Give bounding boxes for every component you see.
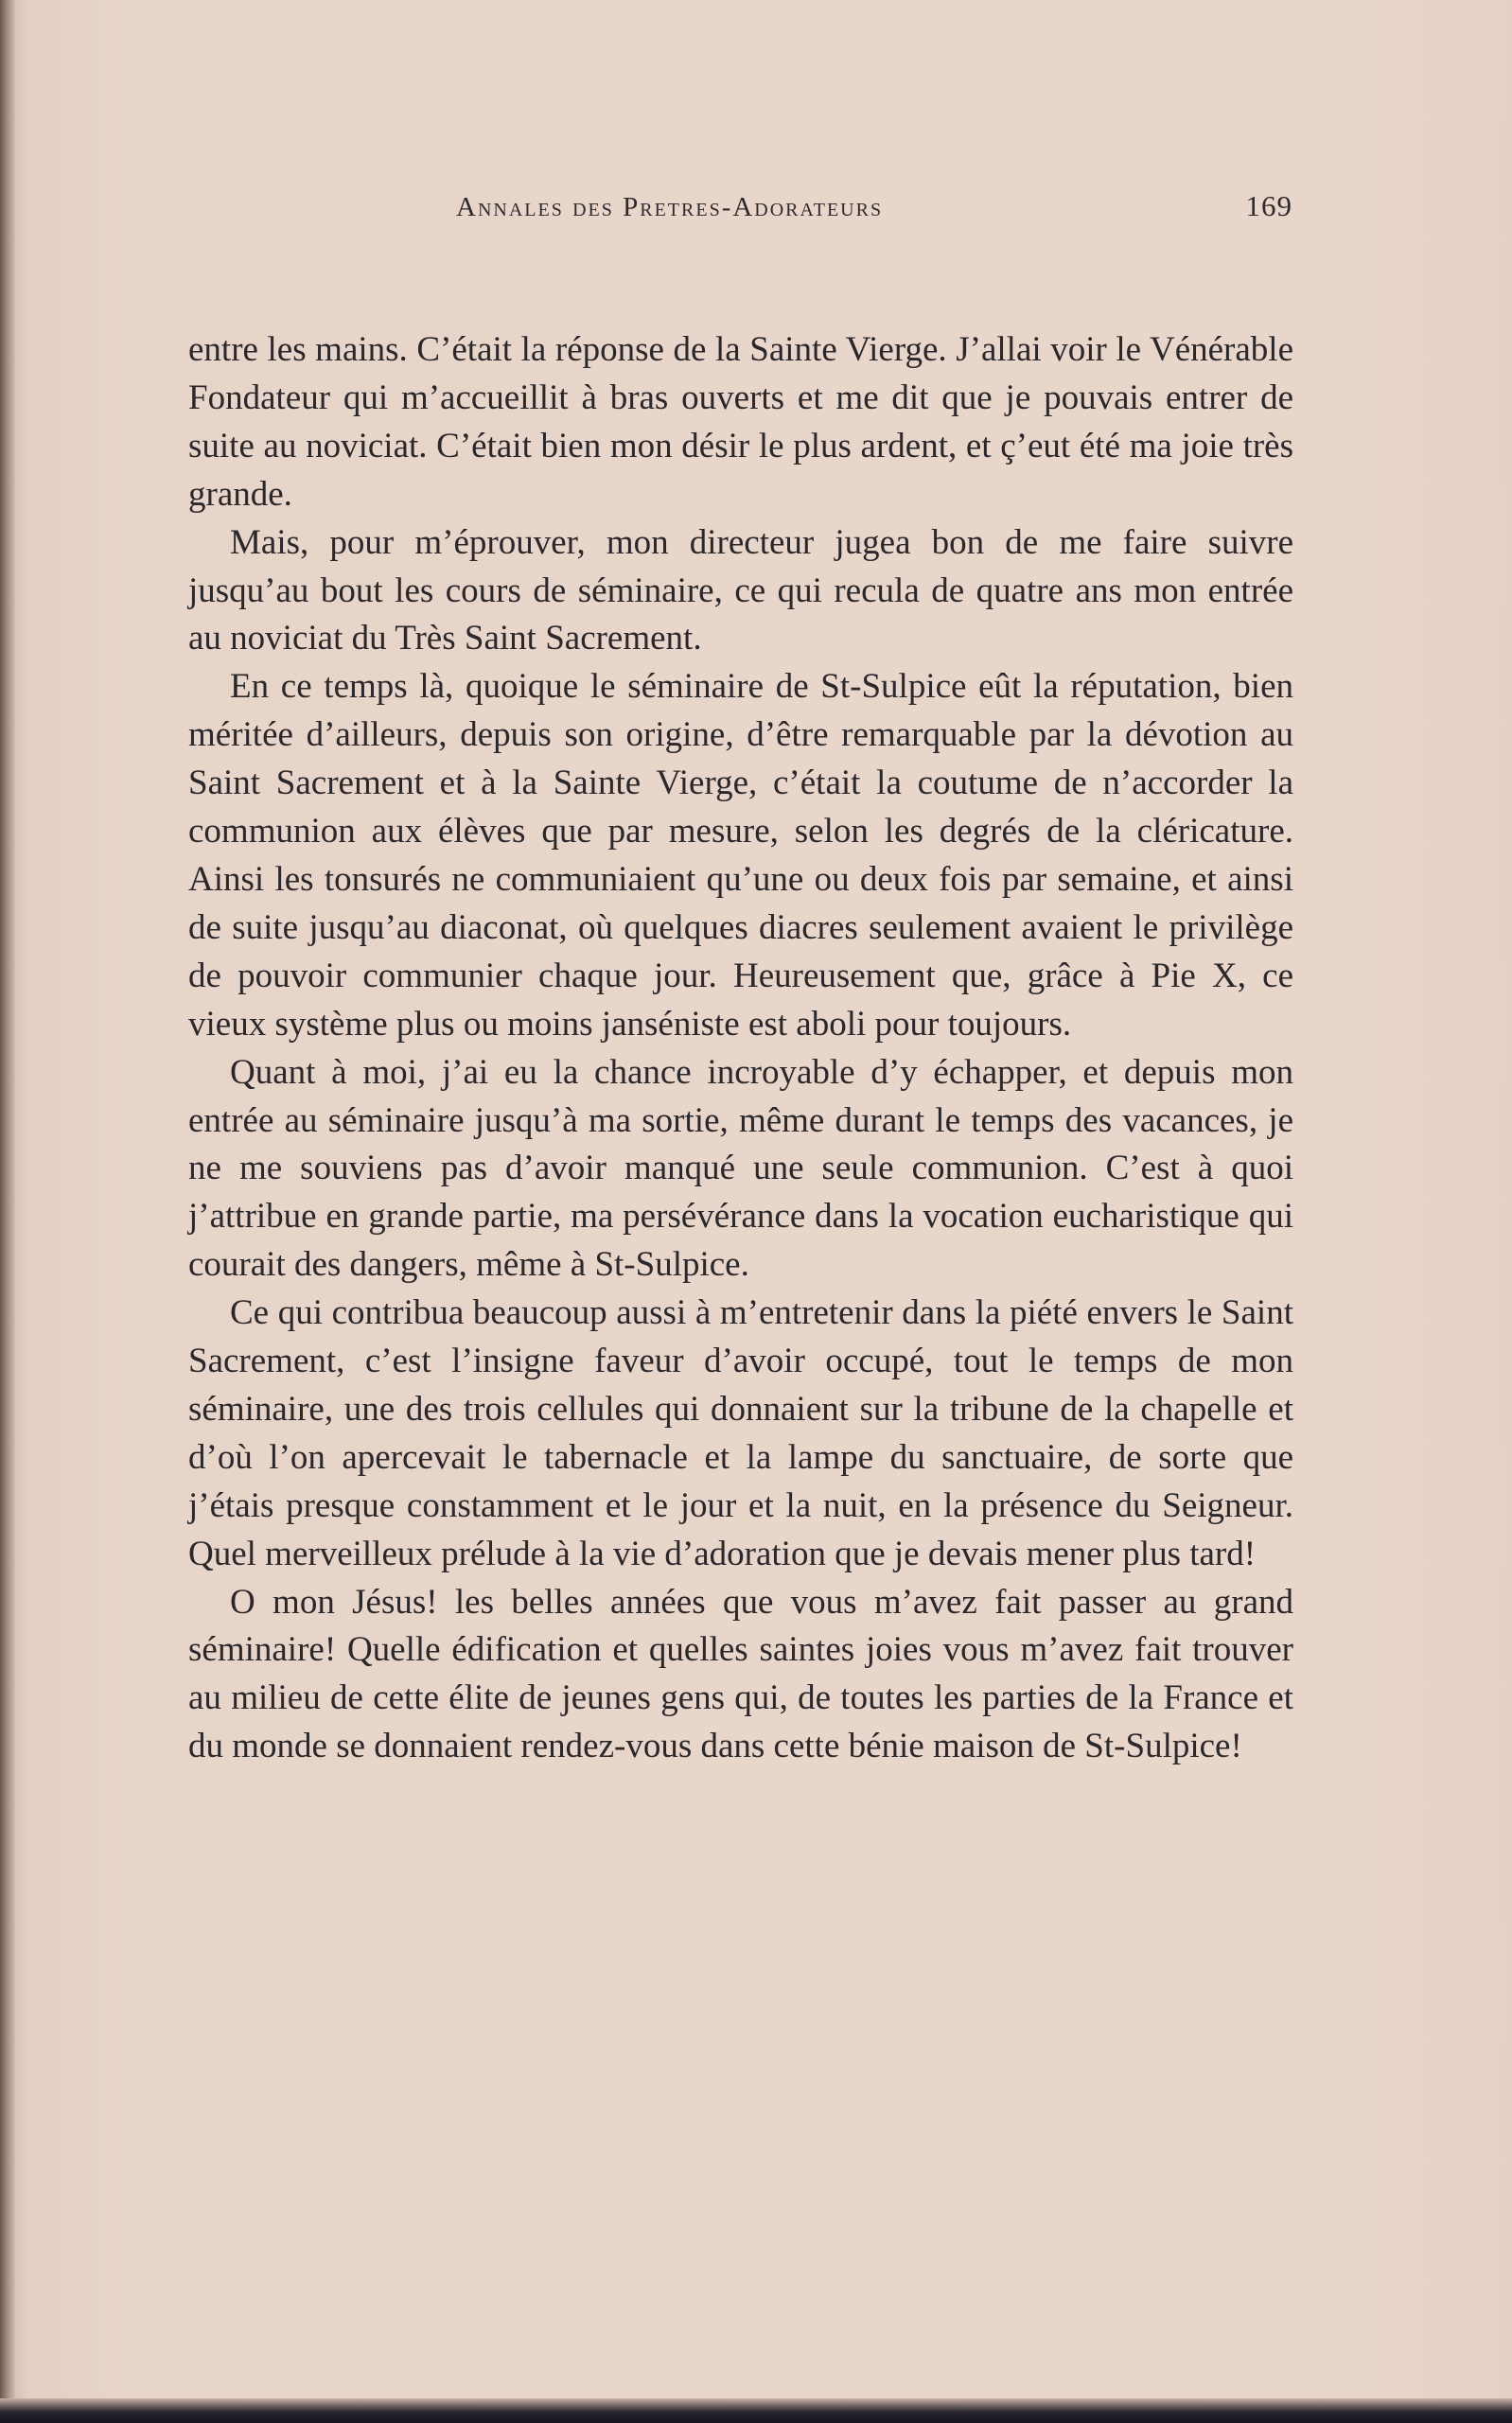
paragraph-2: Mais, pour m’éprouver, mon directeur jugea bon de me faire suivre jusqu’au bout les cours de séminaire, ce qui recula de quatre ans mon entrée au noviciat du Très Saint Sacrement.	[188, 522, 1293, 658]
paragraph-6: O mon Jésus! les belles années que vous m’avez fait passer au grand séminaire! Quelle édification et quelles saintes joies vous m’avez fait trouver au milieu de cette élite de jeunes gens qui, de toutes les parties de la France et du monde se donnaient rendez-vous dans cette bénie maison de St-Sulpice!	[188, 1582, 1293, 1766]
paragraph-3: En ce temps là, quoique le séminaire de St-Sulpice eût la réputation, bien méritée d’ailleurs, depuis son origine, d’être remarquable par la dévotion au Saint Sacrement et à la Sainte Vierge, c’était la coutume de n’accorder la communion aux élèves que par mesure, selon les degrés de la cléricature. Ainsi les tonsurés ne communiaient qu’une ou deux fois par semaine, et ainsi de suite jusqu’au diaconat, où quelques diacres seulement avaient le privilège de pouvoir communier chaque jour. Heureusement que, grâce à Pie X, ce vieux système plus ou moins janséniste est aboli pour toujours.	[188, 667, 1293, 1044]
page-number: 169	[1245, 189, 1292, 222]
running-head	[189, 189, 1292, 237]
book-spine-shadow	[0, 0, 15, 2423]
paragraph-1: entre les mains. C’était la réponse de la Sainte Vierge. J’allai voir le Vénérable Fondateur qui m’accueillit à bras ouverts et me dit que je pouvais entrer de suite au noviciat. C’était bien mon désir le plus ardent, et ç’eut été ma joie très grande.	[188, 330, 1293, 514]
page-bottom-edge	[0, 2398, 1512, 2423]
paragraph-4: Quant à moi, j’ai eu la chance incroyable d’y échapper, et depuis mon entrée au séminaire jusqu’à ma sortie, même durant le temps des vacances, je ne me souviens pas d’avoir manqué une seule communion. C’est à quoi j’attribue en grande partie, ma persévérance dans la vocation eucharistique qui courait des dangers, même à St-Sulpice.	[188, 1052, 1293, 1285]
paragraph-5: Ce qui contribua beaucoup aussi à m’entretenir dans la piété envers le Saint Sacrement, c’est l’insigne faveur d’avoir occupé, tout le temps de mon séminaire, une des trois cellules qui donnaient sur la tribune de la chapelle et d’où l’on apercevait le tabernacle et la lampe du sanctuaire, de sorte que j’étais presque constamment et le jour et la nuit, en la présence du Seigneur. Quel merveilleux prélude à la vie d’adoration que je devais mener plus tard!	[188, 1293, 1293, 1573]
body-text	[188, 326, 1293, 1771]
running-title: Annales des Pretres-Adorateurs	[456, 192, 884, 222]
